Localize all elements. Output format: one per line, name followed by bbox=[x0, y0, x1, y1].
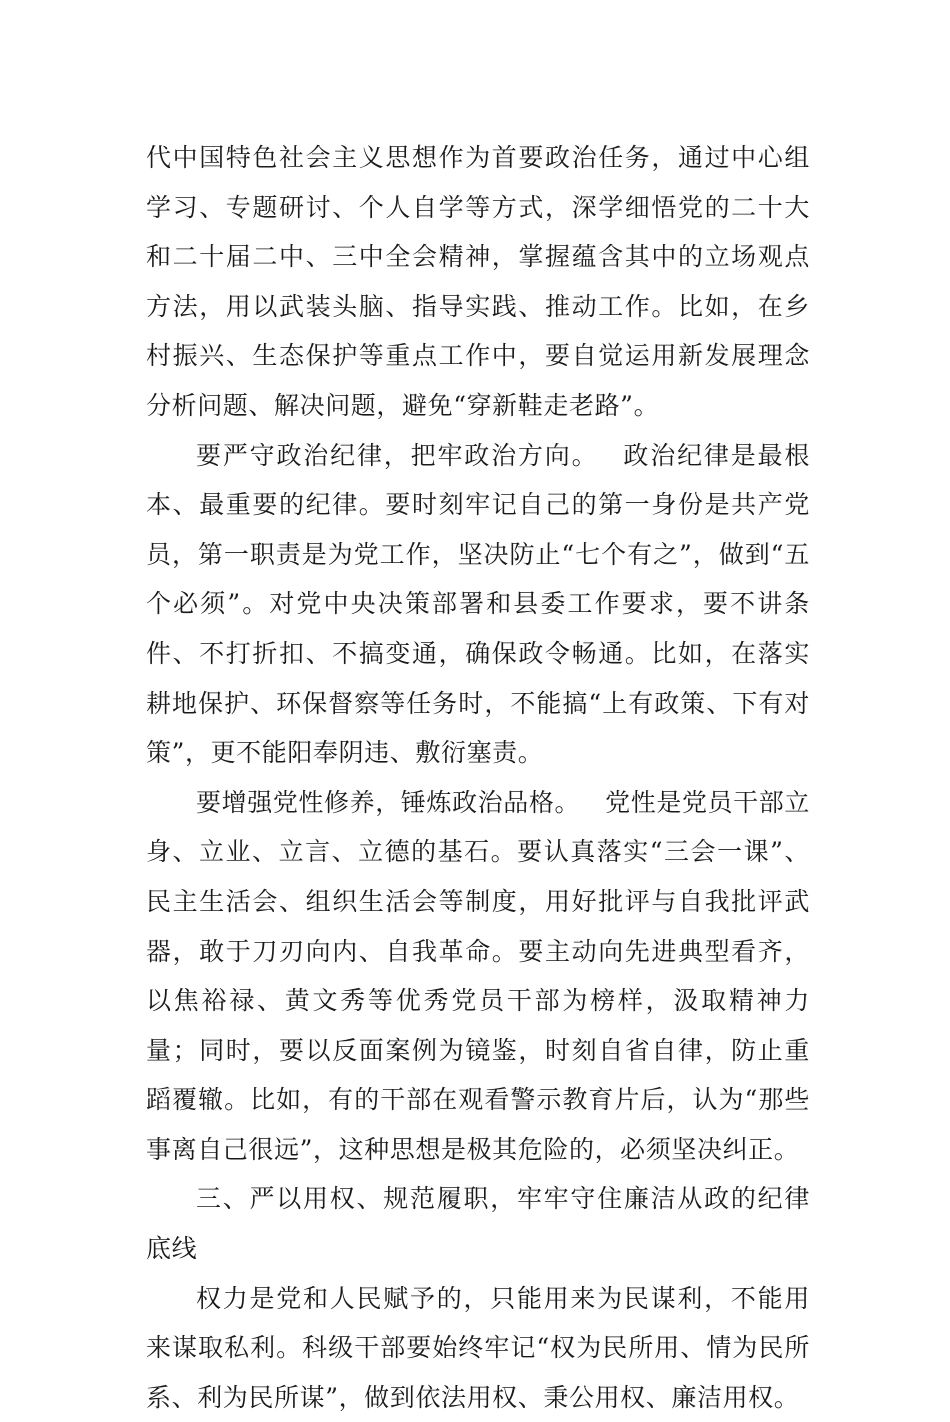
paragraph-continuation bbox=[146, 133, 810, 431]
paragraph-party-spirit bbox=[146, 778, 810, 1175]
paragraph-political-discipline bbox=[146, 431, 810, 778]
paragraph-lead: 要增强党性修养，锤炼政治品格。 bbox=[196, 787, 581, 817]
section-heading bbox=[146, 1174, 810, 1273]
document-body bbox=[146, 133, 810, 1422]
paragraph-text: 权力是党和人民赋予的，只能用来为民谋利，不能用来谋取私利。科级干部要始终牢记“权为民所用、情为民所系、利为民所谋”，做到依法用权、秉公用权、廉洁用权。 bbox=[146, 1283, 810, 1412]
heading-text: 三、严以用权、规范履职，牢牢守住廉洁从政的纪律底线 bbox=[146, 1184, 810, 1264]
paragraph-text: 政治纪律是最根本、最重要的纪律。要时刻牢记自己的第一身份是共产党员，第一职责是为党工作，坚决防止“七个有之”，做到“五个必须”。对党中央决策部署和县委工作要求，要不讲条件、不打折扣、不搞变通，确保政令畅通。比如，在落实耕地保护、环保督察等任务时，不能搞“上有政策、下有对策”，更不能阳奉阴违、敷衍塞责。 bbox=[146, 440, 810, 768]
paragraph-lead: 要严守政治纪律，把牢政治方向。 bbox=[196, 440, 599, 470]
paragraph-text: 党性是党员干部立身、立业、立言、立德的基石。要认真落实“三会一课”、民主生活会、组织生活会等制度，用好批评与自我批评武器，敢于刀刃向内、自我革命。要主动向先进典型看齐，以焦裕禄、黄文秀等优秀党员干部为榜样，汲取精神力量；同时，要以反面案例为镜鉴，时刻自省自律，防止重蹈覆辙。比如，有的干部在观看警示教育片后，认为“那些事离自己很远”，这种思想是极其危险的，必须坚决纠正。 bbox=[146, 787, 810, 1164]
paragraph-power-use bbox=[146, 1274, 810, 1422]
paragraph-text: 代中国特色社会主义思想作为首要政治任务，通过中心组学习、专题研讨、个人自学等方式，深学细悟党的二十大和二十届二中、三中全会精神，掌握蕴含其中的立场观点方法，用以武装头脑、指导实践、推动工作。比如，在乡村振兴、生态保护等重点工作中，要自觉运用新发展理念分析问题、解决问题，避免“穿新鞋走老路”。 bbox=[146, 143, 810, 420]
